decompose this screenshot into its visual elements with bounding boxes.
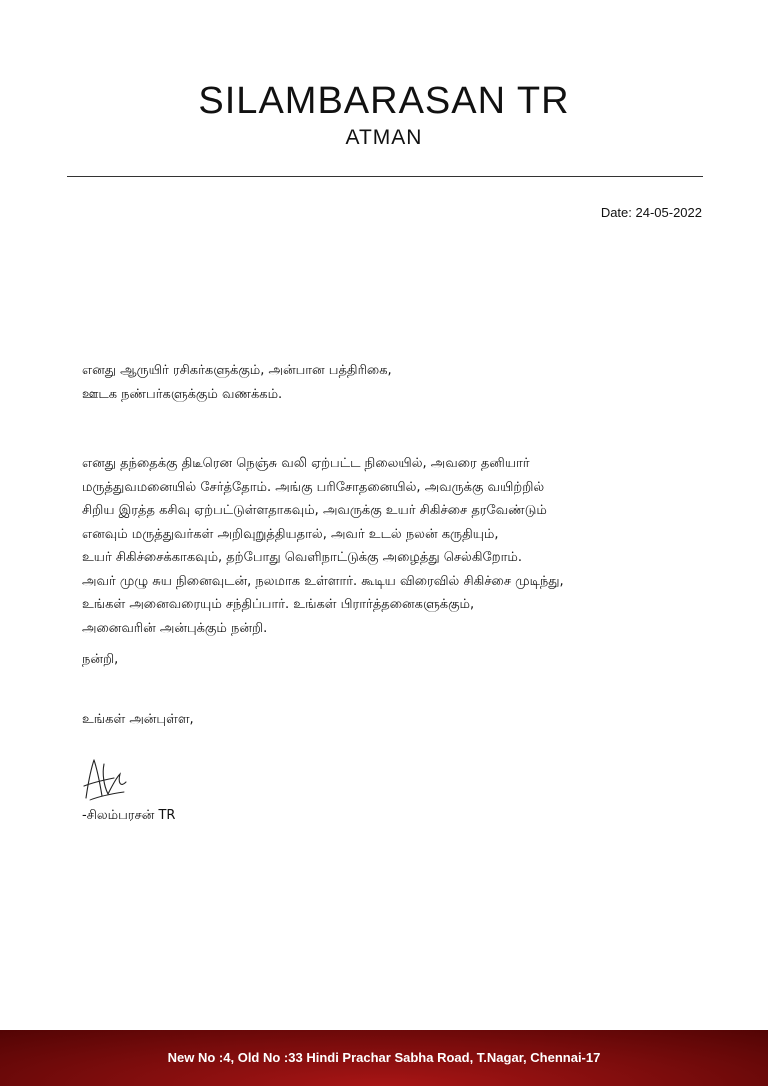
body-line: மருத்துவமனையில் சேர்த்தோம். அங்கு பரிசோதனையில், அவருக்கு வயிற்றில் — [82, 479, 545, 495]
letter-date: Date: 24-05-2022 — [600, 205, 702, 220]
salutation-line: எனது ஆருயிர் ரசிகர்களுக்கும், அன்பான பத்திரிகை, — [82, 363, 392, 378]
body-line: உங்கள் அனைவரையும் சந்திப்பார். உங்கள் பிரார்த்தனைகளுக்கும், — [82, 597, 475, 612]
letter-body — [82, 452, 702, 640]
letterhead-name: SILAMBARASAN TR — [198, 80, 570, 122]
salutation — [82, 359, 702, 406]
body-line: எனவும் மருத்துவர்கள் அறிவுறுத்தியதால், அவர் உடல் நலன் கருதியும், — [82, 526, 499, 542]
header-divider — [67, 176, 703, 177]
body-line: அனைவரின் அன்புக்கும் நன்றி. — [82, 620, 268, 636]
signature-name: -சிலம்பரசன் TR — [82, 808, 176, 823]
body-line: எனது தந்தைக்கு திடீரென நெஞ்சு வலி ஏற்பட்ட நிலையில், அவரை தனியார் — [82, 456, 530, 471]
footer-bar — [0, 1030, 768, 1086]
salutation-line: ஊடக நண்பர்களுக்கும் வணக்கம். — [82, 386, 283, 402]
body-line: சிறிய இரத்த கசிவு ஏற்பட்டுள்ளதாகவும், அவருக்கு உயர் சிகிச்சை தரவேண்டும் — [82, 503, 547, 518]
handwritten-signature — [80, 752, 132, 808]
body-line: உயர் சிகிச்சைக்காகவும், தற்போது வெளிநாட்டுக்கு அழைத்து செல்கிறோம். — [82, 550, 522, 565]
closing-line: உங்கள் அன்புள்ள, — [82, 712, 194, 727]
letterhead-subtitle: ATMAN — [345, 126, 423, 149]
footer-address: New No :4, Old No :33 Hindi Prachar Sabha Road, T.Nagar, Chennai-17 — [167, 1050, 601, 1065]
thanks-line: நன்றி, — [82, 652, 119, 667]
body-line: அவர் முழு சுய நினைவுடன், நலமாக உள்ளார். கூடிய விரைவில் சிகிச்சை முடிந்து, — [82, 573, 564, 589]
